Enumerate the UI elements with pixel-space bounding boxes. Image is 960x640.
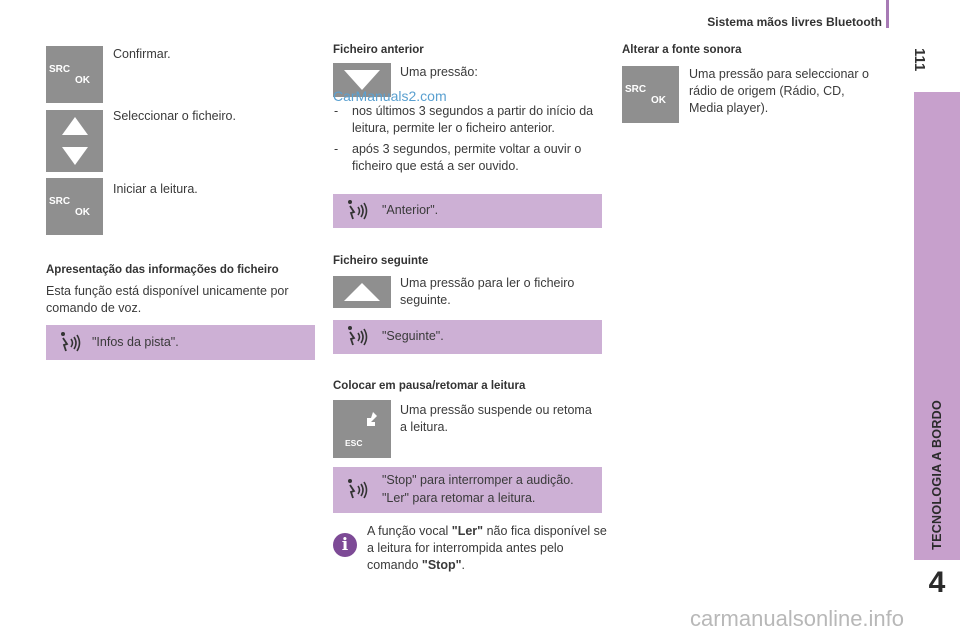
voice-command-box — [333, 320, 602, 354]
voice-note-text: A função vocal "Ler" não fica disponível se a leitura for interrompida antes pelo comando "Stop". — [367, 524, 607, 572]
src-ok-key-icon: SRC OK — [46, 46, 103, 103]
up-arrow-key-icon — [333, 276, 391, 308]
voice-command-icon — [347, 199, 369, 223]
voice-command-box — [333, 194, 602, 228]
step-start-label: Iniciar a leitura. — [113, 182, 198, 196]
track-info-heading: Apresentação das informações do ficheiro — [46, 264, 279, 276]
up-down-arrows-key-icon — [46, 110, 103, 172]
info-icon: i — [333, 533, 357, 557]
header-rule — [886, 0, 889, 28]
previous-press-text: Uma pressão: — [400, 65, 478, 79]
voice-command-text: "Seguinte". — [382, 329, 444, 343]
voice-command-text: "Anterior". — [382, 203, 439, 217]
pause-heading: Colocar em pausa/retomar a leitura — [333, 380, 526, 392]
voice-command-icon — [60, 331, 82, 355]
watermark-bottom: carmanualsonline.info — [690, 606, 905, 631]
esc-back-icon — [337, 404, 387, 454]
voice-command-box — [46, 325, 315, 360]
previous-bullet-2: - após 3 segundos, permite voltar a ouvir o ficheiro que está a ser ouvido. — [334, 142, 582, 173]
voice-command-stop: "Stop" para interromper a audição. — [382, 473, 574, 487]
change-source-heading: Alterar a fonte sonora — [622, 44, 742, 56]
previous-file-heading: Ficheiro anterior — [333, 44, 424, 56]
page-header-title: Sistema mãos livres Bluetooth — [707, 15, 882, 29]
up-down-arrows-icon — [60, 115, 90, 167]
track-info-body: Esta função está disponível unicamente por comando de voz. — [46, 284, 289, 315]
page-number: 111 — [911, 48, 928, 72]
voice-command-text: "Infos da pista". — [92, 335, 179, 349]
watermark-top: CarManuals2.com — [333, 88, 447, 104]
up-arrow-icon — [342, 281, 382, 303]
pause-press-text: Uma pressão suspende ou retoma a leitura. — [400, 403, 592, 434]
voice-command-read: "Ler" para retomar a leitura. — [382, 491, 536, 505]
next-file-heading: Ficheiro seguinte — [333, 255, 429, 267]
voice-command-box — [333, 467, 602, 513]
voice-command-icon — [347, 478, 369, 502]
chapter-number: 4 — [928, 566, 946, 599]
svg-text:ESC: ESC — [345, 438, 363, 448]
step-confirm-label: Confirmar. — [113, 47, 171, 61]
src-ok-key-icon: SRC OK — [46, 178, 103, 235]
chapter-tab-label: TECNOLOGIA A BORDO — [930, 400, 944, 550]
previous-bullet-1: - nos últimos 3 segundos a partir do início da leitura, permite ler o ficheiro anterior. — [334, 104, 594, 135]
step-select-label: Seleccionar o ficheiro. — [113, 109, 236, 123]
change-source-body: Uma pressão para seleccionar o rádio de origem (Rádio, CD, Media player). — [689, 67, 869, 115]
esc-key-icon — [333, 400, 391, 458]
src-ok-key-icon: SRC OK — [622, 66, 679, 123]
voice-command-icon — [347, 325, 369, 349]
chapter-tab-label-wrap — [914, 92, 960, 560]
next-press-text: Uma pressão para ler o ficheiro seguinte. — [400, 276, 575, 307]
